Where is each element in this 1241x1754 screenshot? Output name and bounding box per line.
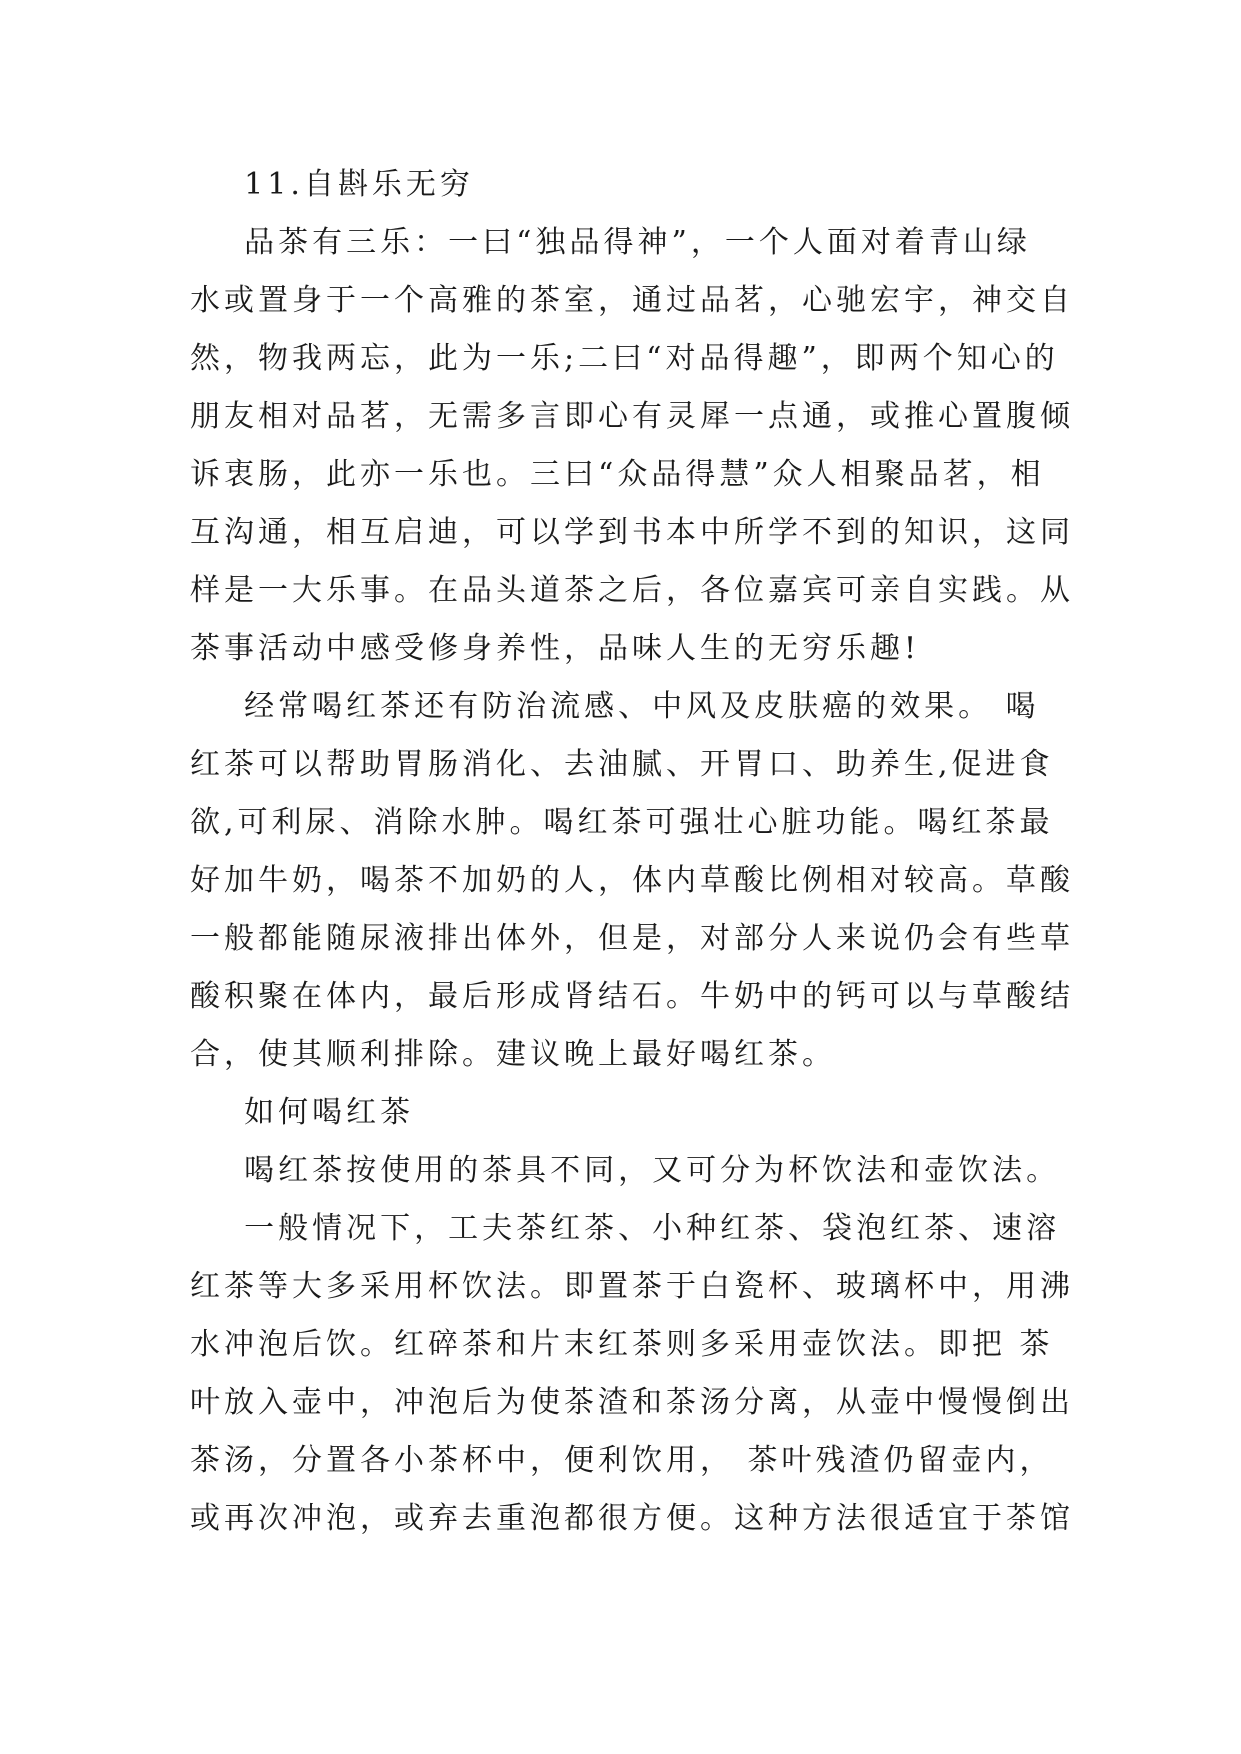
text-line: 酸积聚在体内，最后形成肾结石。牛奶中的钙可以与草酸结 xyxy=(190,979,1074,1014)
text-line: 欲,可利尿、消除水肿。喝红茶可强壮心脏功能。喝红茶最 xyxy=(190,805,1054,840)
text-line: 一般情况下，工夫茶红茶、小种红茶、袋泡红茶、速溶 xyxy=(190,1211,1061,1246)
text-line: 合，使其顺利排除。建议晚上最好喝红茶。 xyxy=(190,1037,836,1072)
text-line: 红茶等大多采用杯饮法。即置茶于白瓷杯、玻璃杯中，用沸 xyxy=(190,1269,1074,1304)
text-line: 品茶有三乐：一曰“独品得神”，一个人面对着青山绿 xyxy=(190,225,1031,260)
text-line: 互沟通，相互启迪，可以学到书本中所学不到的知识，这同 xyxy=(190,515,1074,550)
text-line: 喝红茶按使用的茶具不同，又可分为杯饮法和壶饮法。 xyxy=(190,1153,1061,1188)
text-line: 朋友相对品茗，无需多言即心有灵犀一点通，或推心置腹倾 xyxy=(190,399,1074,434)
text-line: 样是一大乐事。在品头道茶之后，各位嘉宾可亲自实践。从 xyxy=(190,573,1074,608)
text-line: 诉衷肠，此亦一乐也。三曰“众品得慧”众人相聚品茗，相 xyxy=(190,457,1045,492)
text-line: 11.自斟乐无穷 xyxy=(190,167,474,202)
text-line: 茶事活动中感受修身养性，品味人生的无穷乐趣! xyxy=(190,631,921,666)
text-line: 然，物我两忘，此为一乐;二曰“对品得趣”，即两个知心的 xyxy=(190,341,1059,376)
text-line: 如何喝红茶 xyxy=(190,1095,415,1130)
text-line: 水或置身于一个高雅的茶室，通过品茗，心驰宏宇，神交自 xyxy=(190,283,1074,318)
text-line: 或再次冲泡，或弃去重泡都很方便。这种方法很适宜于茶馆 xyxy=(190,1501,1074,1536)
text-line: 好加牛奶，喝茶不加奶的人，体内草酸比例相对较高。草酸 xyxy=(190,863,1074,898)
text-line: 一般都能随尿液排出体外，但是，对部分人来说仍会有些草 xyxy=(190,921,1074,956)
document-body xyxy=(190,156,1074,1548)
text-line: 叶放入壶中，冲泡后为使茶渣和茶汤分离，从壶中慢慢倒出 xyxy=(190,1385,1074,1420)
text-line: 茶汤，分置各小茶杯中，便利饮用， 茶叶残渣仍留壶内， xyxy=(190,1443,1054,1478)
text-line: 水冲泡后饮。红碎茶和片末红茶则多采用壶饮法。即把 茶 xyxy=(190,1327,1054,1362)
text-line: 红茶可以帮助胃肠消化、去油腻、开胃口、助养生,促进食 xyxy=(190,747,1054,782)
text-line: 经常喝红茶还有防治流感、中风及皮肤癌的效果。 喝 xyxy=(190,689,1040,724)
